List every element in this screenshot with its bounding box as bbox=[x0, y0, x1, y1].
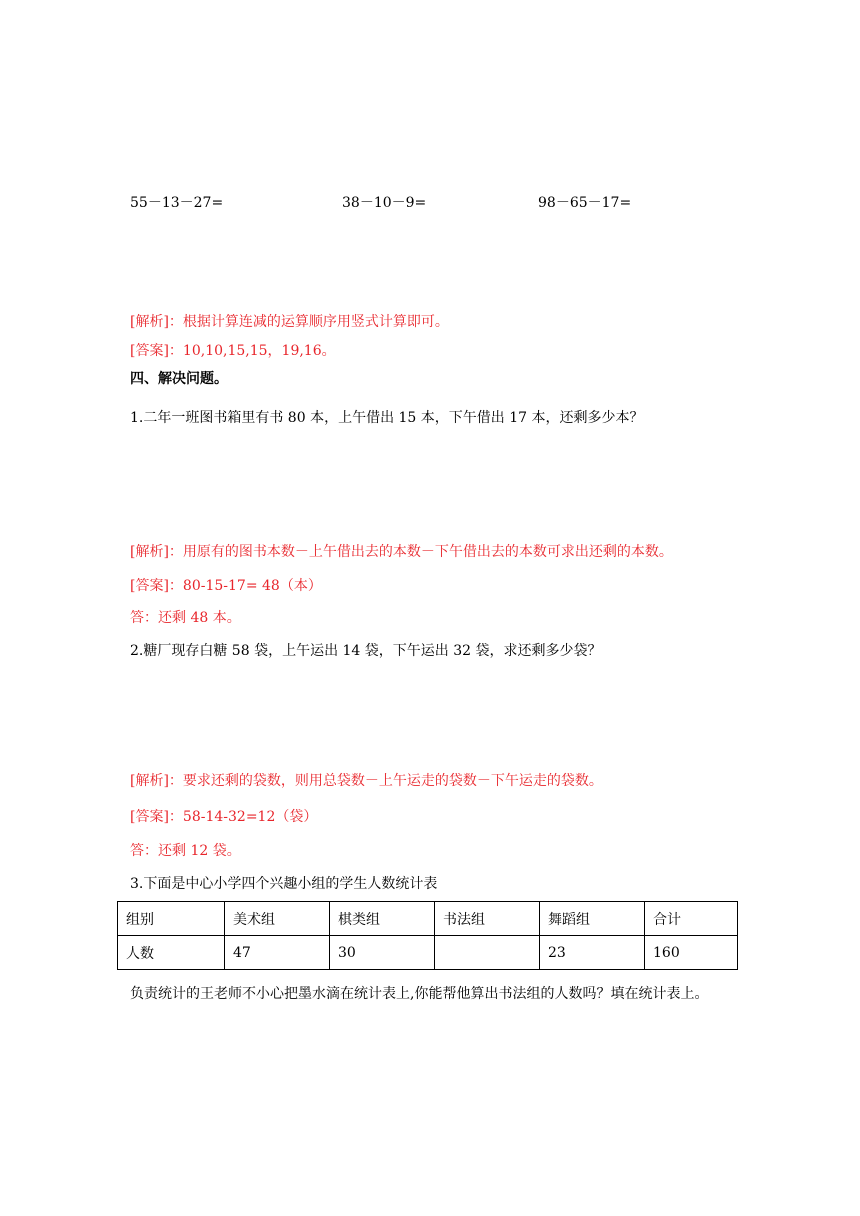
q1-analysis: [解析]：用原有的图书本数－上午借出去的本数－下午借出去的本数可求出还剩的本数。 bbox=[130, 544, 673, 560]
table-cell: 160 bbox=[645, 936, 738, 970]
exercise-1: 55－13－27= bbox=[130, 195, 224, 211]
q3-question: 3.下面是中心小学四个兴趣小组的学生人数统计表 bbox=[130, 876, 438, 892]
q3-note: 负责统计的王老师不小心把墨水滴在统计表上,你能帮他算出书法组的人数吗？填在统计表上。 bbox=[130, 986, 709, 1002]
exercise-3: 98－65－17= bbox=[538, 195, 632, 211]
q1-question: 1.二年一班图书箱里有书 80 本，上午借出 15 本，下午借出 17 本，还剩多少本？ bbox=[130, 410, 644, 426]
section3-analysis: [解析]：根据计算连减的运算顺序用竖式计算即可。 bbox=[130, 314, 449, 330]
q2-analysis: [解析]：要求还剩的袋数，则用总袋数－上午运走的袋数－下午运走的袋数。 bbox=[130, 773, 603, 789]
section4-heading: 四、解决问题。 bbox=[130, 371, 228, 387]
q1-answer: [答案]：80-15-17= 48（本） bbox=[130, 578, 322, 594]
table-cell: 23 bbox=[540, 936, 645, 970]
table-row bbox=[118, 936, 738, 970]
q2-reply: 答：还剩 12 袋。 bbox=[130, 843, 241, 859]
table-cell: 47 bbox=[225, 936, 330, 970]
q2-answer: [答案]：58-14-32=12（袋） bbox=[130, 809, 318, 825]
table-cell: 棋类组 bbox=[330, 902, 435, 936]
table-cell: 30 bbox=[330, 936, 435, 970]
section3-answer: [答案]：10,10,15,15，19,16。 bbox=[130, 343, 336, 359]
table-cell: 书法组 bbox=[435, 902, 540, 936]
table-cell: 舞蹈组 bbox=[540, 902, 645, 936]
q2-question: 2.糖厂现存白糖 58 袋，上午运出 14 袋，下午运出 32 袋，求还剩多少袋？ bbox=[130, 643, 602, 659]
stats-table bbox=[117, 901, 738, 970]
exercise-2: 38－10－9= bbox=[342, 195, 427, 211]
table-cell: 人数 bbox=[118, 936, 225, 970]
table-cell: 组别 bbox=[118, 902, 225, 936]
q1-reply: 答：还剩 48 本。 bbox=[130, 610, 241, 626]
table-cell: 美术组 bbox=[225, 902, 330, 936]
table-header-row bbox=[118, 902, 738, 936]
table-cell: 合计 bbox=[645, 902, 738, 936]
table-cell-blank bbox=[435, 936, 540, 970]
